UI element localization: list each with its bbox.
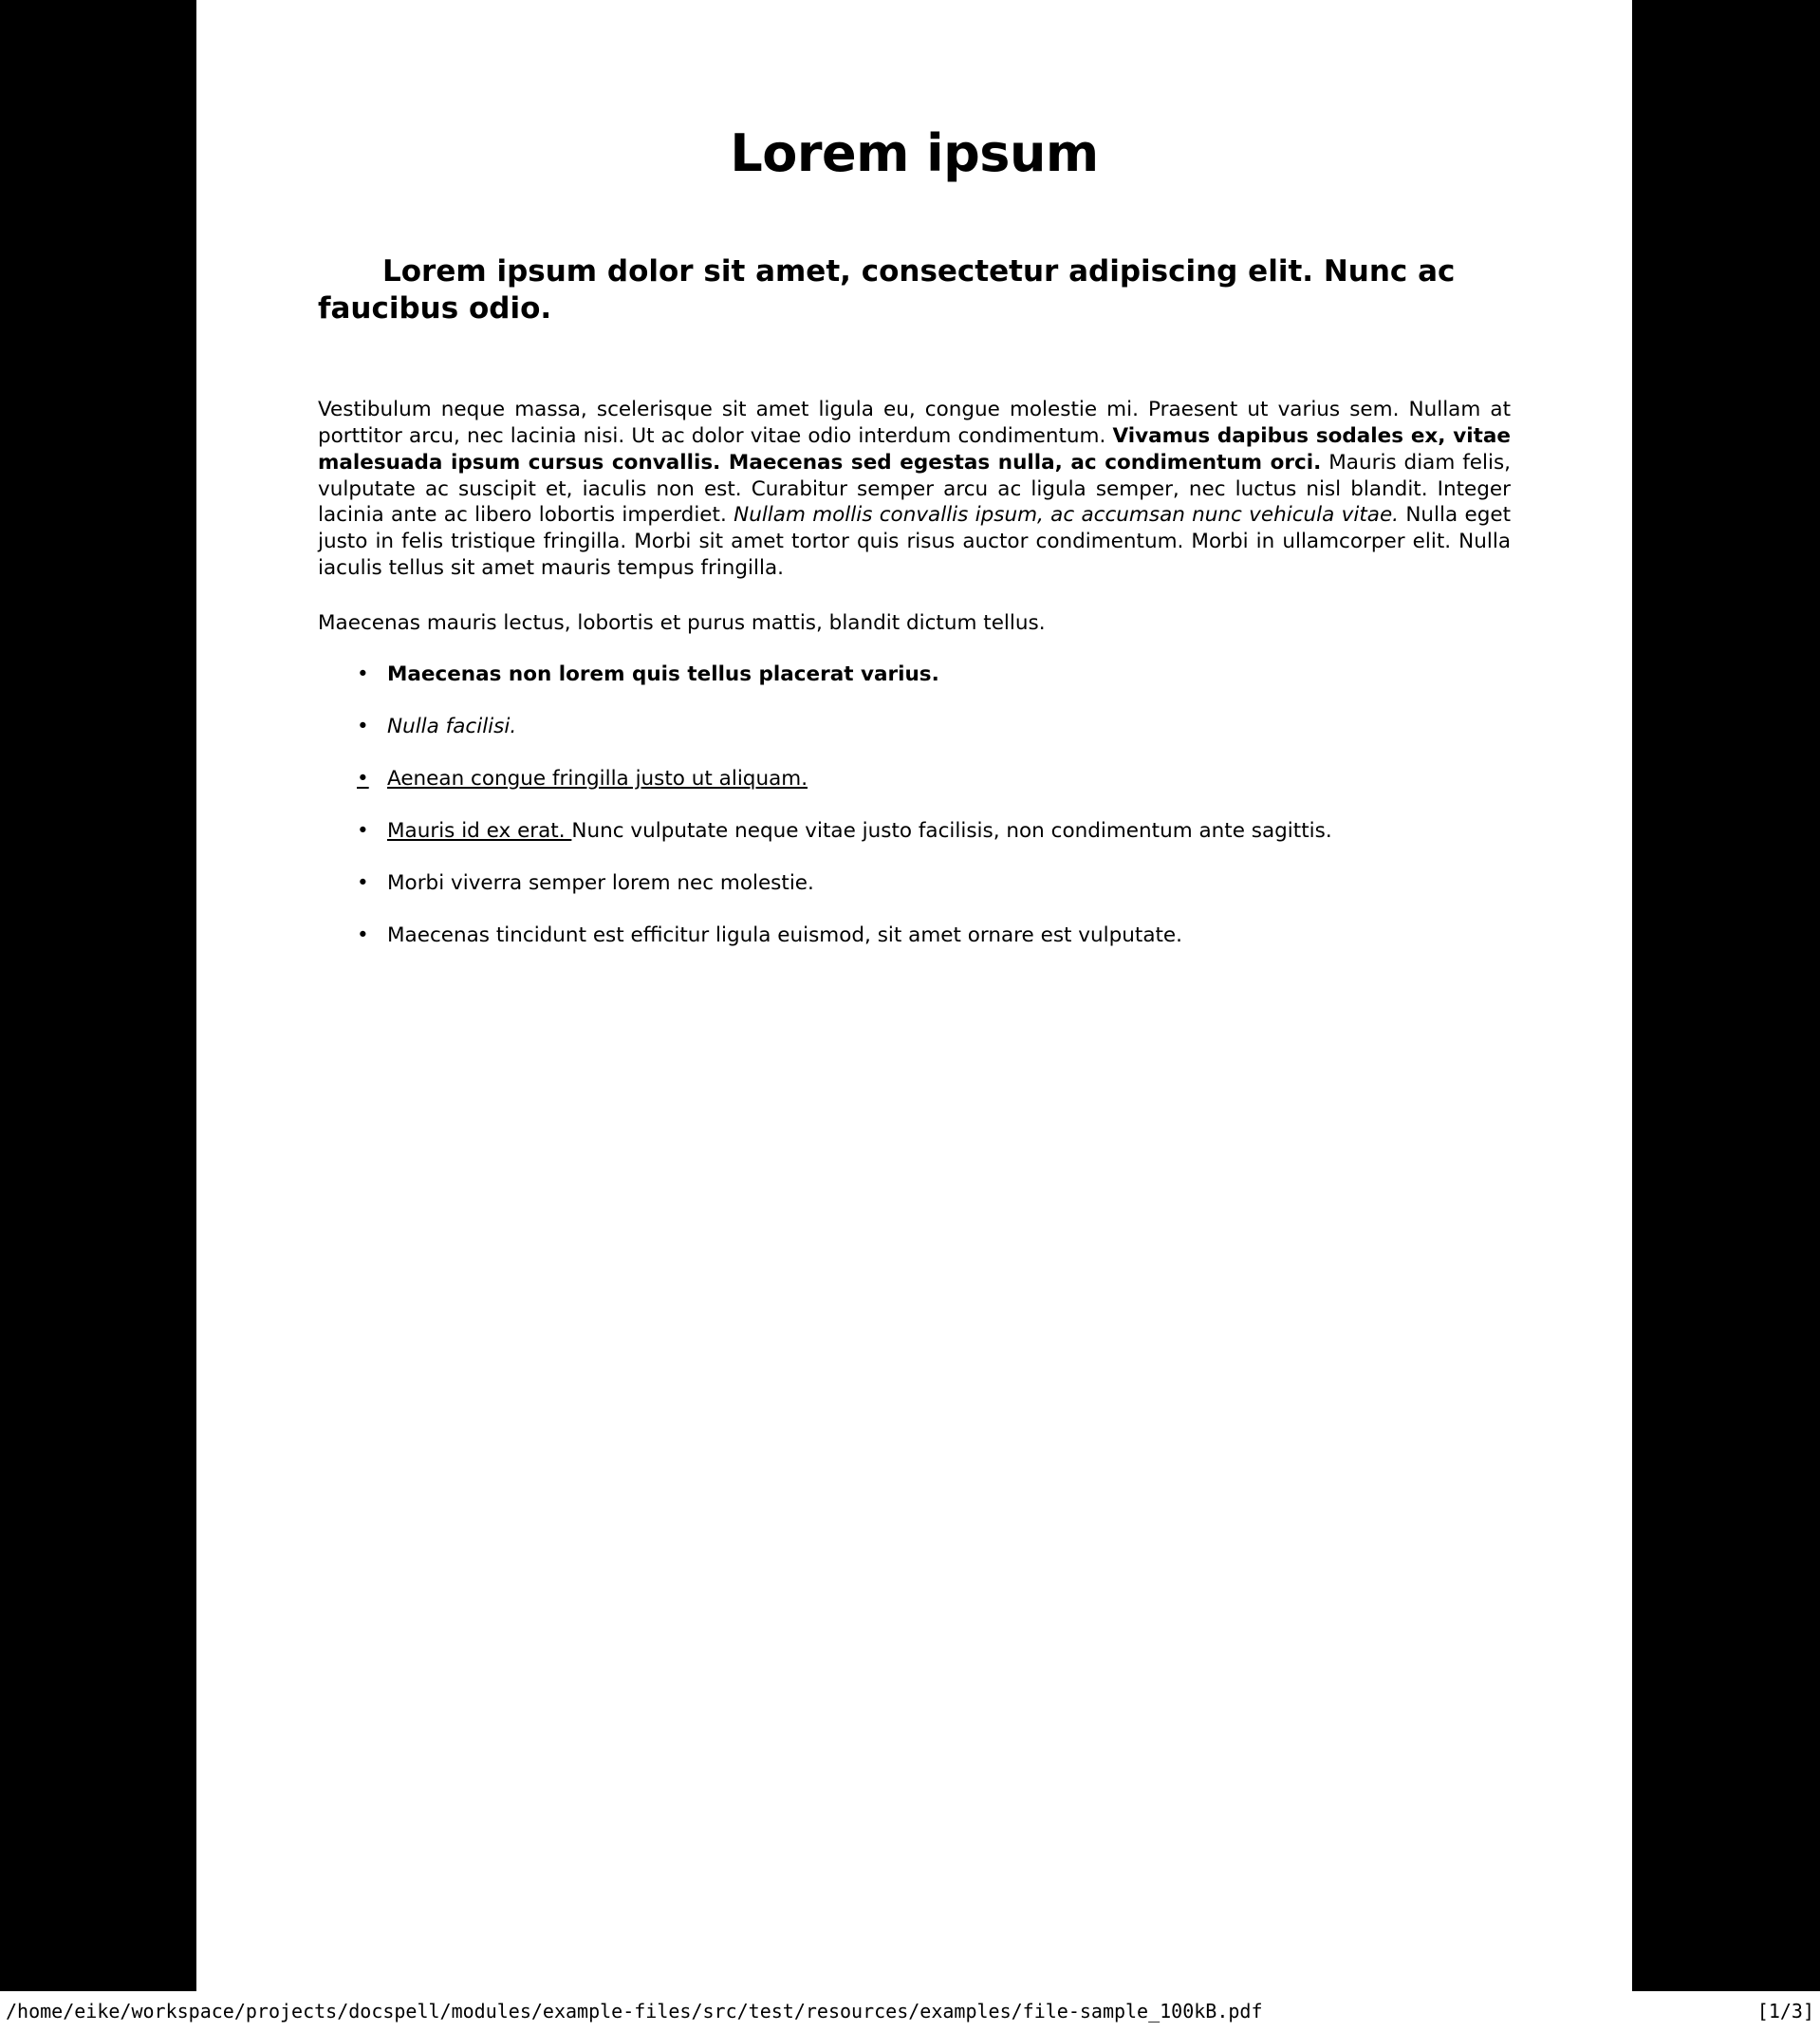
- list-item-text-underlined: Mauris id ex erat.: [387, 819, 572, 844]
- page-content: [318, 0, 1511, 975]
- list-item: [318, 766, 1511, 792]
- para1-run4-italic: Nullam mollis convallis ipsum, ac accumsan nunc vehicula vitae.: [734, 503, 1400, 528]
- status-page-indicator: [1/3]: [1756, 2000, 1814, 2023]
- list-item: [318, 923, 1511, 949]
- document-subtitle: Lorem ipsum dolor sit amet, consectetur adipiscing elit. Nunc ac faucibus odio.: [318, 254, 1456, 326]
- para1-run2-bold: Vivamus dapibus sodales ex, vitae malesuada ipsum cursus convallis. Maecenas sed egestas nulla, ac condimentum orci.: [318, 423, 1511, 475]
- body-paragraph-2: Maecenas mauris lectus, lobortis et purus mattis, blandit dictum tellus.: [318, 611, 1046, 636]
- list-item: [318, 662, 1511, 688]
- para1-run5: Nulla eget justo in felis tristique fringilla. Morbi sit amet tortor quis risus auctor condimentum. Morbi in ullamcorper elit. Nulla iaculis tellus sit amet mauris tempus fringilla.: [318, 503, 1511, 581]
- list-item-text: Nulla facilisi.: [387, 715, 517, 739]
- list-item-text: Morbi viverra semper lorem nec molestie.: [387, 870, 814, 895]
- list-item-text: Maecenas non lorem quis tellus placerat varius.: [387, 662, 939, 687]
- para1-run3: Mauris diam felis, vulputate ac suscipit et, iaculis non est. Curabitur semper arcu ac ligula semper, nec luctus nisl blandit. Integer lacinia ante ac libero lobortis imperdiet.: [318, 450, 1511, 528]
- list-item-text: Maecenas tincidunt est efficitur ligula euismod, sit amet ornare est vulputate.: [387, 923, 1182, 947]
- list-item: [318, 818, 1511, 845]
- list-item: [318, 870, 1511, 897]
- list-item-text-rest: Nunc vulputate neque vitae justo facilisis, non condimentum ante sagittis.: [571, 819, 1332, 844]
- bullet-list: [318, 637, 1511, 949]
- document-page: [196, 0, 1632, 1991]
- page-title: Lorem ipsum: [730, 123, 1099, 183]
- para1-run1: Vestibulum neque massa, scelerisque sit amet ligula eu, congue molestie mi. Praesent ut varius sem. Nullam at porttitor arcu, nec lacinia nisi. Ut ac dolor vitae odio interdum condimentum.: [318, 397, 1511, 448]
- list-item: [318, 714, 1511, 740]
- status-bar: [0, 1991, 1820, 2032]
- list-item-text: Aenean congue fringilla justo ut aliquam.: [387, 767, 808, 792]
- status-file-path: /home/eike/workspace/projects/docspell/modules/example-files/src/test/resources/examples/file-sample_100kB.pdf: [6, 2000, 1263, 2023]
- body-paragraph-1: [318, 328, 1511, 583]
